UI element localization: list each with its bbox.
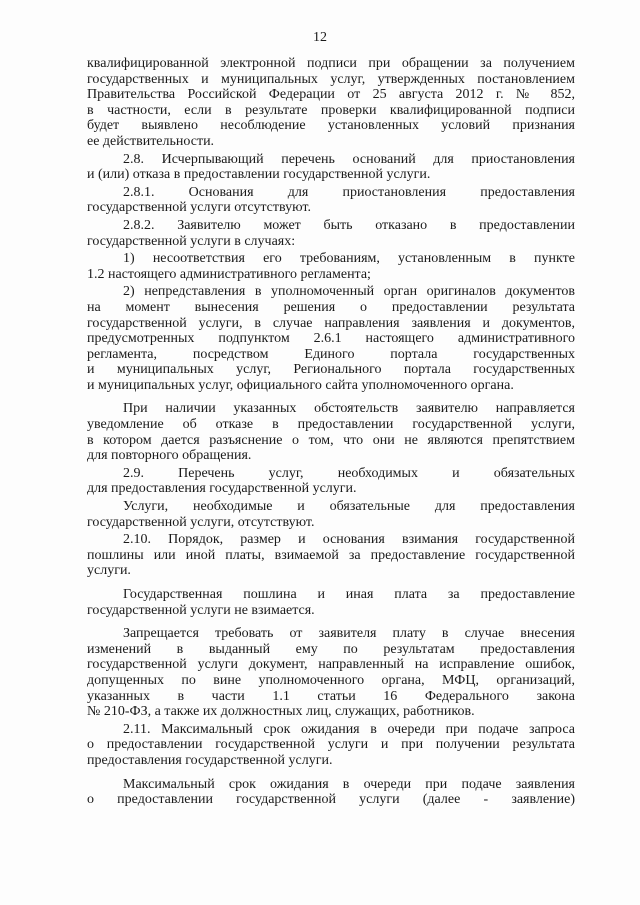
text-line: Правительства Российской Федерации от 25 августа 2012 г. № 852, xyxy=(87,87,575,103)
text-line: пошлины или иной платы, взимаемой за предоставление государственной xyxy=(87,547,575,563)
paragraph xyxy=(87,499,575,530)
text-line: предоставления государственной услуги. xyxy=(87,752,333,768)
document-body xyxy=(87,56,575,810)
text-line: допущенных по вине уполномоченного органа, МФЦ, организаций, xyxy=(87,672,575,688)
text-line: в котором дается разъяснение о том, что они не являются препятствием xyxy=(87,432,575,448)
text-line: № 210-ФЗ, а также их должностных лиц, служащих, работников. xyxy=(87,704,475,720)
text-line: на момент вынесения решения о предоставлении результата xyxy=(87,299,575,315)
text-line: 1.2 настоящего административного регламента; xyxy=(87,266,371,282)
text-line: 2.8.2. Заявителю может быть отказано в предоставлении xyxy=(123,217,575,233)
text-line: Максимальный срок ожидания в очереди при подаче заявления xyxy=(123,776,575,792)
text-line: и (или) отказа в предоставлении государственной услуги. xyxy=(87,167,431,183)
paragraph xyxy=(87,56,575,150)
paragraph xyxy=(87,626,575,720)
text-line: ее действительности. xyxy=(87,133,215,149)
text-line: Услуги, необходимые и обязательные для предоставления xyxy=(123,499,575,515)
paragraph xyxy=(87,185,575,216)
text-line: в частности, если в результате проверки квалифицированной подписи xyxy=(87,102,575,118)
text-line: квалифицированной электронной подписи при обращении за получением xyxy=(87,56,575,71)
text-line: 2.9. Перечень услуг, необходимых и обязательных xyxy=(123,465,575,481)
paragraph xyxy=(87,152,575,183)
text-line: и муниципальных услуг, официального сайта уполномоченного органа. xyxy=(87,377,514,393)
text-line: государственной услуги в случаях: xyxy=(87,233,296,249)
text-line: для предоставления государственной услуги. xyxy=(87,481,357,497)
paragraph xyxy=(87,722,575,769)
text-line: уведомление об отказе в предоставлении государственной услуги, xyxy=(87,417,575,433)
text-line: изменений в выданный ему по результатам предоставления xyxy=(87,641,575,657)
text-line: указанных в части 1.1 статьи 16 Федерального закона xyxy=(87,688,575,704)
text-line: государственной услуги, отсутствуют. xyxy=(87,514,315,530)
text-line: 2.11. Максимальный срок ожидания в очереди при подаче запроса xyxy=(123,721,575,737)
text-line: регламента, посредством Единого портала государственных xyxy=(87,346,575,362)
text-line: 2.10. Порядок, размер и основания взимания государственной xyxy=(123,532,575,548)
paragraph xyxy=(87,532,575,579)
text-line: услуги. xyxy=(87,563,131,579)
paragraph xyxy=(87,284,575,393)
text-line: для повторного обращения. xyxy=(87,448,252,464)
text-line: о предоставлении государственной услуги и при получении результата xyxy=(87,737,575,753)
paragraph xyxy=(87,466,575,497)
text-line: будет выявлено несоблюдение установленных условий признания xyxy=(87,118,575,134)
text-line: и муниципальных услуг, Регионального портала государственных xyxy=(87,362,575,378)
text-line: государственной услуги документ, направленный на исправление ошибок, xyxy=(87,657,575,673)
text-line: 1) несоответствия его требованиям, установленным в пункте xyxy=(123,251,575,267)
text-line: 2.8.1. Основания для приостановления предоставления xyxy=(123,184,575,200)
text-line: 2) непредставления в уполномоченный орган оригиналов документов xyxy=(123,284,575,300)
text-line: Государственная пошлина и иная плата за предоставление xyxy=(123,587,575,602)
paragraph xyxy=(87,777,575,808)
text-line: о предоставлении государственной услуги (далее - заявление) xyxy=(87,792,575,808)
text-line: государственной услуги отсутствуют. xyxy=(87,200,311,216)
text-line: государственной услуги, в случае направления заявления и документов, xyxy=(87,315,575,331)
paragraph xyxy=(87,587,575,618)
text-line: 2.8. Исчерпывающий перечень оснований для приостановления xyxy=(123,151,575,167)
text-line: Запрещается требовать от заявителя плату в случае внесения xyxy=(123,626,575,642)
text-line: предусмотренных подпунктом 2.6.1 настоящего административного xyxy=(87,331,575,347)
text-line: государственных и муниципальных услуг, утвержденных постановлением xyxy=(87,71,575,87)
page-number: 12 xyxy=(313,30,327,45)
paragraph xyxy=(87,401,575,463)
text-line: государственной услуги не взимается. xyxy=(87,602,315,618)
paragraph xyxy=(87,218,575,249)
text-line: При наличии указанных обстоятельств заявителю направляется xyxy=(123,401,575,417)
paragraph xyxy=(87,251,575,282)
